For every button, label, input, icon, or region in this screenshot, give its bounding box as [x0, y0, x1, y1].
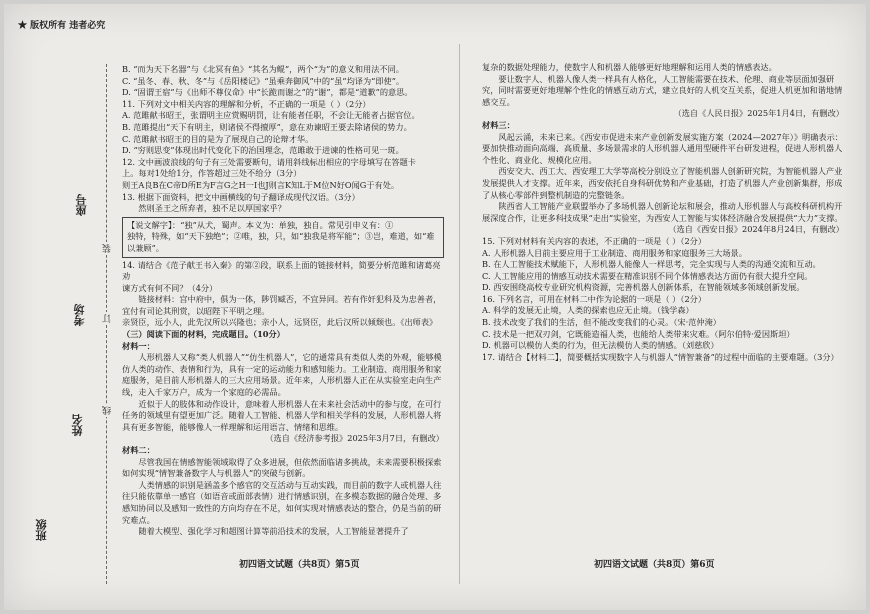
q11-option-c: C. 范雎献书昭王的目的是为了展现自己的论辩才华。 — [122, 133, 314, 144]
material-1-source: （选自《经济参考报》2025年3月7日，有删改） — [265, 433, 444, 444]
q11-option-a: A. 范雎献书昭王，张谓明主应赏赐明罚，让有能者任职，不会让无能者占据官位。 — [122, 110, 420, 121]
page-5 — [122, 64, 444, 538]
material-2-cont-1: 复杂的数据处理能力，使数字人和机器人能够更好地理解和运用人类的情感表达。 — [482, 62, 777, 72]
q10-option-c: C. “虽冬、春、秋、冬”与《岳阳楼记》“虽乘奔御风”中的“虽”均译为“即使”。 — [122, 75, 405, 86]
page-divider — [459, 44, 460, 584]
q17-stem: 17. 请结合【材料二】，简要概括实现数字人与机器人“情智兼备”的过程中面临的主要难题。（3分） — [482, 351, 839, 362]
label-seat: 座号 — [75, 194, 88, 216]
material-2-cont-2: 要让数字人、机器人像人类一样具有人格化，人工智能需要在技术、伦理、商业等层面加强研究，同时需要更好地理解个性化的情感互动方式，建立良好的人机交互关系，促进人机更加和谐地情感交互。 — [482, 73, 843, 107]
material-2-p1: 尽管我国在情感智能领域取得了众多进展，但依然面临诸多挑战，未来需要积极探索如何实现“情智兼备数字人与机器人”的突破与创新。 — [122, 456, 442, 479]
material-1-title: 材料一： — [122, 340, 155, 351]
material-2-title: 材料二： — [122, 445, 155, 455]
material-2-p2: 人类情感的识别是涵盖多个感官的交互活动与互动实践，而目前的数字人或机器人往往只能依靠单一感官（如语音或面部表情）进行情感识别，在多模态数据的融合处理、多感知协同以及感知一致性的方向均存在不足，如何实现对情感表达的整合，仍是当前的研究难点。 — [122, 479, 442, 525]
material-3-p2: 西安交大、西工大、西安理工大学等高校分别设立了智能机器人创新研究院，为智能机器人产业发展提供人才支撑。近年来，西安依托自身科研优势和产业基础，打造了机器人产业创新集群，形成了从核心零部件到整机制造的完整链条。 — [482, 166, 843, 200]
q15-option-a: A. 人形机器人目前主要应用于工业制造、商用服务和家庭服务三大场景。 — [482, 247, 747, 258]
q13-sentence: 然则圣王之所弃者，独不足以厚国家乎？ — [138, 203, 286, 214]
label-class: 班级 — [35, 519, 48, 541]
q16-option-b: B. 技术改变了我们的生活，但不能改变我们的心灵。（宋·范仲淹） — [482, 317, 721, 328]
exam-sheet — [4, 4, 866, 610]
material-1-p1: 人形机器人又称“类人机器人”“仿生机器人”，它的通常具有类似人类的外观，能够模仿人类的动作、表情和行为，具有一定的运动能力和感知能力。工业制造、商用服务和家庭服务，是目前人形机器人的三大应用场景。近年来，人形机器人正在从实验室走向生产线，走入千家万户，成为一个家庭的必需品。 — [122, 352, 442, 398]
material-2-source: （选自《人民日报》2025年1月4日，有删改） — [673, 108, 844, 119]
material-2-p3: 随着大模型、强化学习和超图计算等前沿技术的发展，人工智能显著提升了 — [138, 526, 409, 537]
header-mark: ★ 版权所有 违者必究 — [18, 21, 106, 31]
q16-option-d: D. 机器可以模仿人类的行为，但无法模仿人类的情感。（刘慈欣） — [482, 340, 719, 351]
material-3-p1: 风起云涌，未来已来。《西安市促进未来产业创新发展实施方案（2024—2027年）》明确表示：要加快推动面向高端、高质量、多场景需求的人形机器人通用型硬件平台研发进程，促进人形机器人个性化、商业化、规模化应用。 — [482, 131, 843, 165]
q15-option-b: B. 在人工智能技术赋能下，人形机器人能像人一样思考，完全实现与人类的沟通交流和互动。 — [482, 259, 821, 270]
q11-option-d: D. “穷则思变”体现出时代变化下的治国理念，范雎敢于进谏的性格可见一斑。 — [122, 145, 404, 156]
footer-page-6: 初四语文试题（共8页）第6页 — [594, 560, 715, 570]
q15-option-c: C. 人工智能应用的情感互动技术需要在精准识别不同个体情感表达方面仍有很大提升空间。 — [482, 270, 813, 281]
q14-link-1: 链接材料：宫中府中，俱为一体，陟罚臧否，不宜异同。若有作奸犯科及为忠善者，宜付有司论其刑赏，以昭陛下平明之理。 — [122, 294, 442, 316]
q15-option-d: D. 西安围绕高校专业研究机构资源，完善机器人创新体系，在智能领域多领域创新发展。 — [482, 282, 805, 293]
q11-option-b: B. 范雎提出“天下有明主，则诸侯不得擅厚”，意在劝谏昭王要去除诸侯的势力。 — [122, 121, 412, 132]
footer-page-5: 初四语文试题（共8页）第5页 — [239, 560, 360, 570]
binding-note-3: 线 — [103, 406, 113, 415]
binding-note-1: 装 — [103, 244, 113, 253]
q12-line3: 则王A良B在C帝D所E为F言G之H一I也J则言K知L于M位N好O闻G于有处。 — [122, 179, 400, 190]
material-1-p2: 近似于人的肢体和动作设计，意味着人形机器人在未来社会活动中的参与度，在可行任务的领域里有望更加广泛。随着人工智能、机器人学和相关学科的发展，人形机器人将具有更多智能，能够像人一样理解和运用语言、情绪和思维。 — [122, 398, 442, 432]
dictionary-line-2: 独特，特殊，如“天下独绝”；②唯，独，只，如“独我是将军能”；③岂，难道，如“难以兼顾”。 — [127, 231, 435, 253]
binding-margin — [24, 64, 114, 584]
q13-stem: 13. 根据下面资料，把文中画横线的句子翻译成现代汉语。（3分） — [122, 191, 360, 202]
label-exam-room: 考场 — [73, 304, 86, 326]
dictionary-line-1: 【说文解字】：“独”从犬，蜀声。本义为：单独，独自。常见引申义有：① — [127, 219, 394, 230]
q16-option-a: A. 科学的发展无止境，人类的探索也应无止境。（钱学森） — [482, 305, 694, 316]
material-3-p3: 陕西省人工智能产业联盟举办了多场机器人创新论坛和展会，推动人形机器人与高校科研机构开展深度合作，让更多科技成果“走出”实验室，为西安人工智能与实体经济融合发展提供“大力”支撑。 — [482, 201, 843, 223]
q12-line2: 上。每对1处给1分，作答超过三处不给分（3分） — [122, 168, 302, 179]
dictionary-box — [122, 217, 444, 258]
page-6 — [482, 62, 844, 363]
q11-stem: 11. 下列对文中相关内容的理解和分析，不正确的一项是（ ）（2分） — [122, 98, 371, 109]
material-3-source: （选自《西安日报》2024年8月24日，有删改） — [668, 224, 844, 235]
q10-option-d: D. “固谓王宿”与《出师不尊仪命》中“长跪而谢之”的“谢”，都是“道歉”的意思。 — [122, 87, 413, 98]
q15-stem: 15. 下列对材料有关内容的表述，不正确的一项是（ ）（2分） — [482, 235, 707, 246]
q16-option-c: C. 技术是一把双刃剑，它既能造福人类，也能给人类带来灾难。（阿尔伯特·爱因斯坦） — [482, 328, 795, 339]
label-name: 姓名 — [71, 414, 84, 436]
section-three-heading: （三）阅读下面的材料，完成题目。（10分） — [122, 329, 285, 340]
q10-option-b: B. “而为天下名器”与《北冥有鱼》“其名为鲲”，两个“为”的意义和用法不同。 — [122, 64, 404, 74]
q14-link-2: 亲贤臣，远小人，此先汉所以兴隆也；亲小人，远贤臣，此后汉所以倾颓也。《出师表》 — [122, 317, 438, 328]
material-3-title: 材料三： — [482, 119, 515, 130]
q14-line2: 谏方式有何不同？（4分） — [122, 282, 218, 293]
binding-note-2: 订 — [103, 314, 113, 323]
q14-stem: 14. 请结合《范子献王书入秦》的第②段，联系上面的链接材料，简要分析范雎和诸葛亮劝 — [122, 259, 441, 282]
q12-stem: 12. 文中画波浪线的句子有三处需要断句，请用斜线标出相应的字母填写在答题卡 — [122, 156, 416, 167]
q16-stem: 16. 下列名言，可用在材料二中作为论据的一项是（ ）（2分） — [482, 293, 707, 304]
